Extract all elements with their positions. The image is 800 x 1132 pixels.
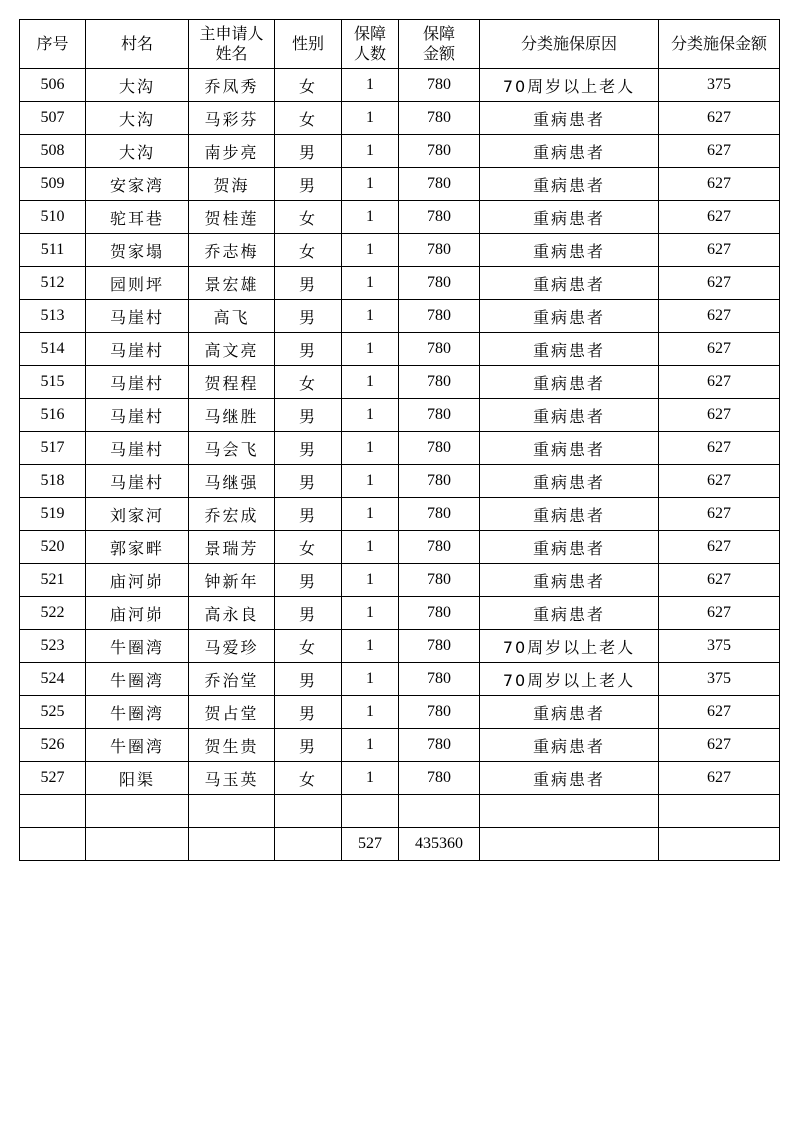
serial-cell: 523 bbox=[20, 630, 86, 663]
serial-cell: 526 bbox=[20, 729, 86, 762]
category-amount-cell: 627 bbox=[659, 366, 780, 399]
reason-cell: 重病患者 bbox=[480, 762, 659, 795]
applicant-cell: 贺桂莲 bbox=[189, 201, 275, 234]
amount-cell: 780 bbox=[399, 696, 480, 729]
gender-cell: 男 bbox=[275, 267, 342, 300]
reason-cell: 重病患者 bbox=[480, 168, 659, 201]
people-cell: 1 bbox=[342, 267, 399, 300]
gender-cell: 男 bbox=[275, 300, 342, 333]
table-row bbox=[20, 531, 780, 564]
gender-cell: 女 bbox=[275, 102, 342, 135]
gender-cell: 男 bbox=[275, 498, 342, 531]
col-header-gender: 性别 bbox=[275, 20, 342, 69]
serial-cell: 506 bbox=[20, 69, 86, 102]
category-amount-cell: 627 bbox=[659, 201, 780, 234]
reason-cell: 重病患者 bbox=[480, 564, 659, 597]
table-row bbox=[20, 498, 780, 531]
reason-cell: 重病患者 bbox=[480, 597, 659, 630]
village-cell: 刘家河 bbox=[86, 498, 189, 531]
reason-cell: 重病患者 bbox=[480, 399, 659, 432]
gender-cell: 女 bbox=[275, 201, 342, 234]
people-cell: 1 bbox=[342, 663, 399, 696]
category-amount-cell: 627 bbox=[659, 399, 780, 432]
serial-cell: 511 bbox=[20, 234, 86, 267]
applicant-cell: 马玉英 bbox=[189, 762, 275, 795]
village-cell: 驼耳巷 bbox=[86, 201, 189, 234]
amount-cell: 780 bbox=[399, 69, 480, 102]
gender-cell: 男 bbox=[275, 168, 342, 201]
amount-cell: 780 bbox=[399, 729, 480, 762]
people-cell: 1 bbox=[342, 498, 399, 531]
serial-cell bbox=[20, 795, 86, 828]
village-cell bbox=[86, 828, 189, 861]
serial-cell: 515 bbox=[20, 366, 86, 399]
amount-cell: 780 bbox=[399, 663, 480, 696]
people-cell: 1 bbox=[342, 729, 399, 762]
table-row bbox=[20, 597, 780, 630]
village-cell: 马崖村 bbox=[86, 366, 189, 399]
serial-cell: 508 bbox=[20, 135, 86, 168]
gender-cell: 女 bbox=[275, 762, 342, 795]
people-cell: 1 bbox=[342, 69, 399, 102]
applicant-cell: 贺生贵 bbox=[189, 729, 275, 762]
category-amount-cell bbox=[659, 828, 780, 861]
applicant-cell: 高飞 bbox=[189, 300, 275, 333]
gender-cell: 男 bbox=[275, 135, 342, 168]
col-header-reason: 分类施保原因 bbox=[480, 20, 659, 69]
village-cell: 贺家塌 bbox=[86, 234, 189, 267]
village-cell: 牛圈湾 bbox=[86, 696, 189, 729]
amount-cell: 780 bbox=[399, 564, 480, 597]
category-amount-cell: 627 bbox=[659, 564, 780, 597]
assistance-roster-table bbox=[19, 19, 780, 861]
people-cell: 1 bbox=[342, 465, 399, 498]
category-amount-cell: 627 bbox=[659, 432, 780, 465]
amount-cell: 780 bbox=[399, 399, 480, 432]
people-cell: 1 bbox=[342, 432, 399, 465]
people-cell: 1 bbox=[342, 234, 399, 267]
village-cell: 阳渠 bbox=[86, 762, 189, 795]
village-cell: 马崖村 bbox=[86, 333, 189, 366]
applicant-cell: 高文亮 bbox=[189, 333, 275, 366]
category-amount-cell: 375 bbox=[659, 69, 780, 102]
village-cell bbox=[86, 795, 189, 828]
table-row bbox=[20, 366, 780, 399]
amount-cell: 780 bbox=[399, 168, 480, 201]
table-row bbox=[20, 465, 780, 498]
category-amount-cell: 627 bbox=[659, 234, 780, 267]
col-header-amount: 保障金额 bbox=[399, 20, 480, 69]
applicant-cell: 钟新年 bbox=[189, 564, 275, 597]
gender-cell: 男 bbox=[275, 663, 342, 696]
table-row bbox=[20, 399, 780, 432]
serial-cell: 524 bbox=[20, 663, 86, 696]
applicant-cell: 乔志梅 bbox=[189, 234, 275, 267]
serial-cell: 510 bbox=[20, 201, 86, 234]
people-cell: 1 bbox=[342, 597, 399, 630]
serial-cell: 520 bbox=[20, 531, 86, 564]
category-amount-cell bbox=[659, 795, 780, 828]
table-row bbox=[20, 135, 780, 168]
amount-cell: 780 bbox=[399, 498, 480, 531]
category-amount-cell: 627 bbox=[659, 498, 780, 531]
reason-cell: 70周岁以上老人 bbox=[480, 630, 659, 663]
col-header-category-amount: 分类施保金额 bbox=[659, 20, 780, 69]
reason-cell: 重病患者 bbox=[480, 300, 659, 333]
col-header-people: 保障人数 bbox=[342, 20, 399, 69]
serial-cell: 513 bbox=[20, 300, 86, 333]
serial-cell: 509 bbox=[20, 168, 86, 201]
category-amount-cell: 627 bbox=[659, 333, 780, 366]
reason-cell: 重病患者 bbox=[480, 729, 659, 762]
applicant-cell: 马继胜 bbox=[189, 399, 275, 432]
amount-cell: 780 bbox=[399, 267, 480, 300]
gender-cell: 男 bbox=[275, 432, 342, 465]
serial-cell bbox=[20, 828, 86, 861]
table-row bbox=[20, 630, 780, 663]
category-amount-cell: 627 bbox=[659, 696, 780, 729]
applicant-cell: 贺海 bbox=[189, 168, 275, 201]
gender-cell: 女 bbox=[275, 234, 342, 267]
table-row bbox=[20, 729, 780, 762]
gender-cell: 男 bbox=[275, 399, 342, 432]
total-row bbox=[20, 828, 780, 861]
gender-cell: 男 bbox=[275, 597, 342, 630]
category-amount-cell: 627 bbox=[659, 300, 780, 333]
reason-cell: 重病患者 bbox=[480, 432, 659, 465]
village-cell: 牛圈湾 bbox=[86, 630, 189, 663]
amount-cell: 780 bbox=[399, 333, 480, 366]
serial-cell: 517 bbox=[20, 432, 86, 465]
col-header-serial: 序号 bbox=[20, 20, 86, 69]
applicant-cell: 贺占堂 bbox=[189, 696, 275, 729]
amount-cell: 780 bbox=[399, 366, 480, 399]
village-cell: 庙河峁 bbox=[86, 597, 189, 630]
amount-cell: 780 bbox=[399, 135, 480, 168]
serial-cell: 521 bbox=[20, 564, 86, 597]
reason-cell bbox=[480, 828, 659, 861]
amount-cell: 780 bbox=[399, 102, 480, 135]
category-amount-cell: 627 bbox=[659, 465, 780, 498]
amount-cell: 780 bbox=[399, 531, 480, 564]
amount-cell bbox=[399, 795, 480, 828]
reason-cell: 重病患者 bbox=[480, 498, 659, 531]
people-cell: 1 bbox=[342, 564, 399, 597]
village-cell: 郭家畔 bbox=[86, 531, 189, 564]
gender-cell: 男 bbox=[275, 696, 342, 729]
people-cell: 1 bbox=[342, 399, 399, 432]
people-cell: 1 bbox=[342, 531, 399, 564]
serial-cell: 525 bbox=[20, 696, 86, 729]
applicant-cell: 马继强 bbox=[189, 465, 275, 498]
category-amount-cell: 627 bbox=[659, 762, 780, 795]
gender-cell: 女 bbox=[275, 69, 342, 102]
table-row bbox=[20, 201, 780, 234]
reason-cell: 70周岁以上老人 bbox=[480, 663, 659, 696]
amount-cell: 780 bbox=[399, 234, 480, 267]
village-cell: 庙河峁 bbox=[86, 564, 189, 597]
gender-cell bbox=[275, 795, 342, 828]
people-cell: 1 bbox=[342, 102, 399, 135]
category-amount-cell: 375 bbox=[659, 630, 780, 663]
village-cell: 安家湾 bbox=[86, 168, 189, 201]
table-body bbox=[20, 69, 780, 861]
reason-cell: 重病患者 bbox=[480, 465, 659, 498]
village-cell: 马崖村 bbox=[86, 465, 189, 498]
applicant-cell: 景瑞芳 bbox=[189, 531, 275, 564]
people-cell: 1 bbox=[342, 135, 399, 168]
category-amount-cell: 375 bbox=[659, 663, 780, 696]
amount-cell: 780 bbox=[399, 597, 480, 630]
people-cell: 527 bbox=[342, 828, 399, 861]
table-row bbox=[20, 267, 780, 300]
village-cell: 马崖村 bbox=[86, 399, 189, 432]
serial-cell: 512 bbox=[20, 267, 86, 300]
serial-cell: 507 bbox=[20, 102, 86, 135]
applicant-cell: 南步亮 bbox=[189, 135, 275, 168]
table-row bbox=[20, 762, 780, 795]
applicant-cell bbox=[189, 828, 275, 861]
table-row bbox=[20, 663, 780, 696]
category-amount-cell: 627 bbox=[659, 531, 780, 564]
reason-cell: 重病患者 bbox=[480, 696, 659, 729]
category-amount-cell: 627 bbox=[659, 729, 780, 762]
table-row bbox=[20, 168, 780, 201]
amount-cell: 780 bbox=[399, 762, 480, 795]
table-row bbox=[20, 300, 780, 333]
applicant-cell: 马彩芬 bbox=[189, 102, 275, 135]
applicant-cell: 贺程程 bbox=[189, 366, 275, 399]
people-cell: 1 bbox=[342, 333, 399, 366]
applicant-cell: 马爱珍 bbox=[189, 630, 275, 663]
people-cell: 1 bbox=[342, 630, 399, 663]
people-cell: 1 bbox=[342, 300, 399, 333]
people-cell: 1 bbox=[342, 762, 399, 795]
applicant-cell: 景宏雄 bbox=[189, 267, 275, 300]
table-row bbox=[20, 333, 780, 366]
village-cell: 马崖村 bbox=[86, 300, 189, 333]
village-cell: 大沟 bbox=[86, 135, 189, 168]
village-cell: 大沟 bbox=[86, 102, 189, 135]
reason-cell: 重病患者 bbox=[480, 531, 659, 564]
table-row bbox=[20, 432, 780, 465]
amount-cell: 780 bbox=[399, 630, 480, 663]
table-row bbox=[20, 102, 780, 135]
reason-cell: 重病患者 bbox=[480, 102, 659, 135]
village-cell: 牛圈湾 bbox=[86, 663, 189, 696]
serial-cell: 519 bbox=[20, 498, 86, 531]
category-amount-cell: 627 bbox=[659, 267, 780, 300]
table-row bbox=[20, 696, 780, 729]
gender-cell: 女 bbox=[275, 630, 342, 663]
table-row bbox=[20, 234, 780, 267]
reason-cell: 重病患者 bbox=[480, 234, 659, 267]
village-cell: 大沟 bbox=[86, 69, 189, 102]
reason-cell: 重病患者 bbox=[480, 333, 659, 366]
amount-cell: 780 bbox=[399, 432, 480, 465]
applicant-cell bbox=[189, 795, 275, 828]
col-header-village: 村名 bbox=[86, 20, 189, 69]
category-amount-cell: 627 bbox=[659, 135, 780, 168]
gender-cell: 男 bbox=[275, 465, 342, 498]
category-amount-cell: 627 bbox=[659, 168, 780, 201]
people-cell: 1 bbox=[342, 168, 399, 201]
applicant-cell: 乔凤秀 bbox=[189, 69, 275, 102]
applicant-cell: 高永良 bbox=[189, 597, 275, 630]
serial-cell: 518 bbox=[20, 465, 86, 498]
reason-cell: 重病患者 bbox=[480, 135, 659, 168]
gender-cell: 女 bbox=[275, 531, 342, 564]
table-row bbox=[20, 564, 780, 597]
table-row bbox=[20, 69, 780, 102]
applicant-cell: 乔治堂 bbox=[189, 663, 275, 696]
blank-row bbox=[20, 795, 780, 828]
serial-cell: 516 bbox=[20, 399, 86, 432]
col-header-applicant: 主申请人姓名 bbox=[189, 20, 275, 69]
amount-cell: 780 bbox=[399, 300, 480, 333]
people-cell: 1 bbox=[342, 366, 399, 399]
people-cell: 1 bbox=[342, 201, 399, 234]
village-cell: 马崖村 bbox=[86, 432, 189, 465]
village-cell: 牛圈湾 bbox=[86, 729, 189, 762]
category-amount-cell: 627 bbox=[659, 597, 780, 630]
gender-cell: 女 bbox=[275, 366, 342, 399]
people-cell bbox=[342, 795, 399, 828]
amount-cell: 780 bbox=[399, 465, 480, 498]
reason-cell: 重病患者 bbox=[480, 267, 659, 300]
category-amount-cell: 627 bbox=[659, 102, 780, 135]
amount-cell: 435360 bbox=[399, 828, 480, 861]
serial-cell: 522 bbox=[20, 597, 86, 630]
header-row bbox=[20, 20, 780, 69]
people-cell: 1 bbox=[342, 696, 399, 729]
reason-cell: 重病患者 bbox=[480, 201, 659, 234]
applicant-cell: 马会飞 bbox=[189, 432, 275, 465]
gender-cell: 男 bbox=[275, 729, 342, 762]
village-cell: 园则坪 bbox=[86, 267, 189, 300]
amount-cell: 780 bbox=[399, 201, 480, 234]
reason-cell: 重病患者 bbox=[480, 366, 659, 399]
gender-cell bbox=[275, 828, 342, 861]
gender-cell: 男 bbox=[275, 564, 342, 597]
serial-cell: 514 bbox=[20, 333, 86, 366]
reason-cell bbox=[480, 795, 659, 828]
reason-cell: 70周岁以上老人 bbox=[480, 69, 659, 102]
gender-cell: 男 bbox=[275, 333, 342, 366]
serial-cell: 527 bbox=[20, 762, 86, 795]
applicant-cell: 乔宏成 bbox=[189, 498, 275, 531]
